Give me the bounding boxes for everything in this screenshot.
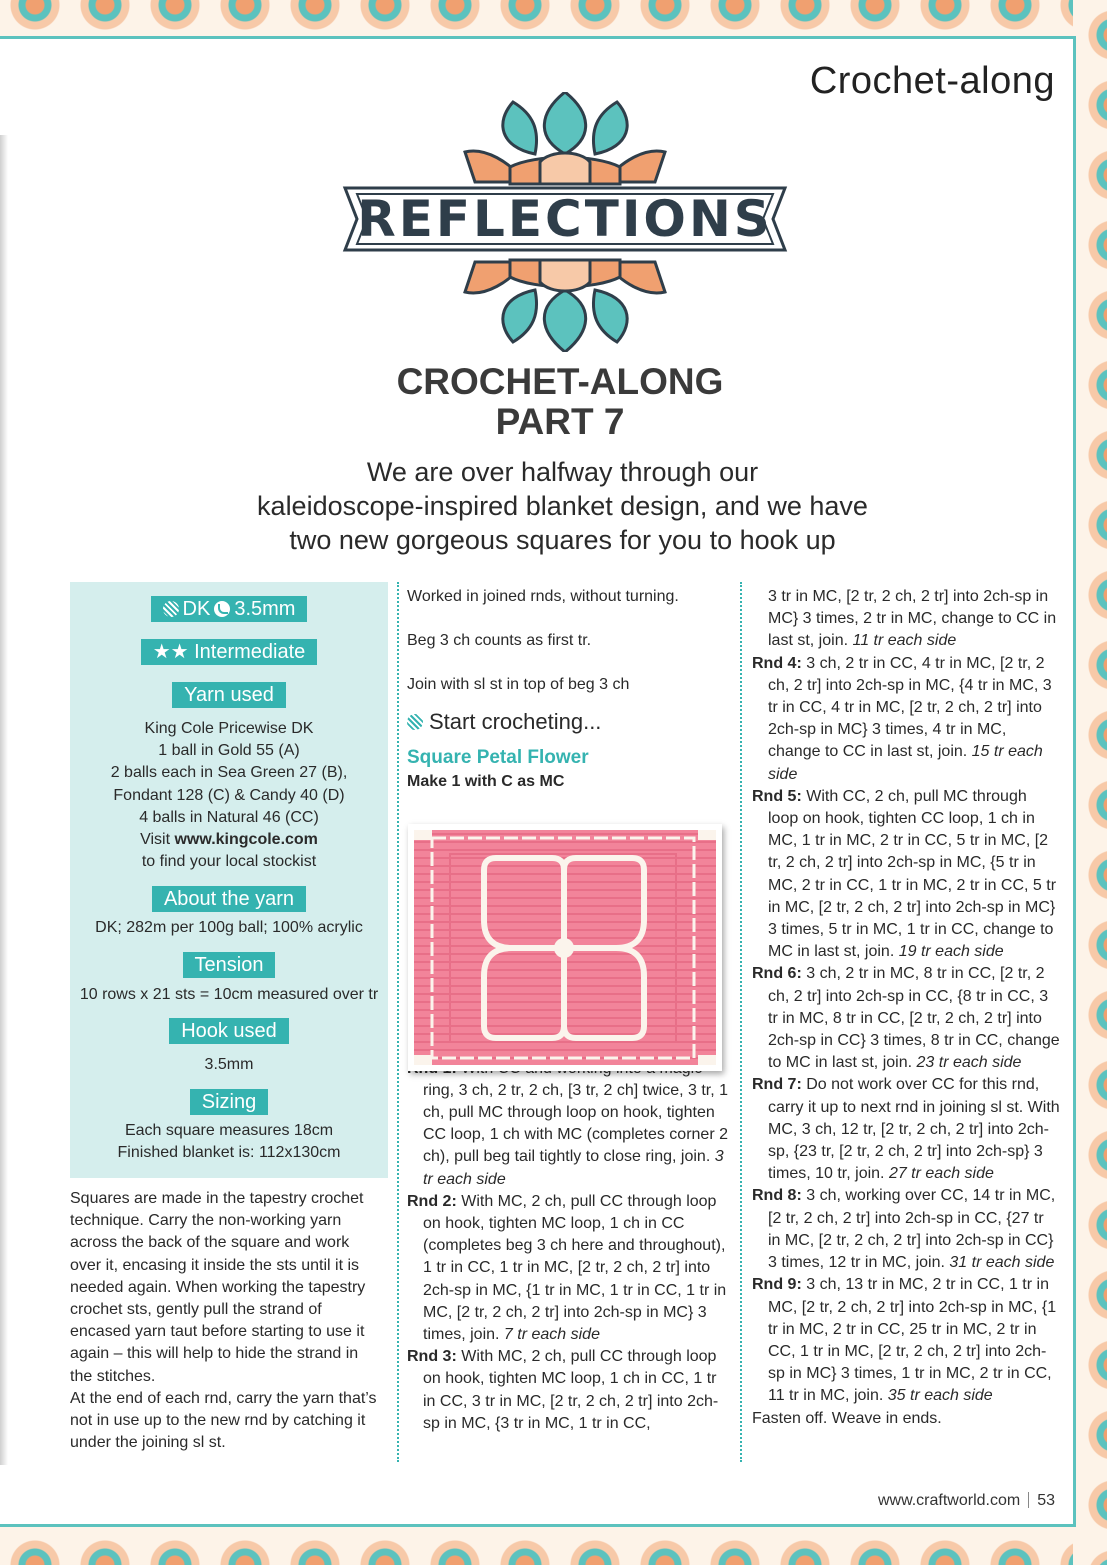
round-count: 11 tr each side	[852, 632, 957, 650]
round-count: 3 tr each side	[423, 1148, 724, 1188]
weight-hook-row	[70, 596, 388, 622]
round-text: ring, 3 ch, 2 tr, 2 ch, [3 tr, 2 ch] twice, 3 tr, 1 ch, pull MC through loop on hook, tighten CC loop, 1 ch with MC (completes corner 2 ch), pull beg tail tightly to close ring, join.	[423, 1081, 729, 1166]
yarn-ball-icon	[163, 601, 179, 617]
intro-line: encased yarn taut before starting to use it	[70, 1323, 365, 1341]
intro-line: over it, encasing it inside the sts until it is	[70, 1256, 360, 1274]
yarn-ball-icon	[407, 714, 423, 730]
start-crocheting-heading	[407, 707, 729, 737]
headline	[300, 362, 820, 442]
round-count: 19 tr each side	[898, 943, 1004, 961]
decorative-border-top	[0, 0, 1107, 40]
yarn-line: 4 balls in Natural 46 (CC)	[139, 808, 319, 826]
yarn-used-list	[70, 718, 388, 873]
intro-line: across the back of the square and work	[70, 1234, 350, 1252]
yarn-line: 1 ball in Gold 55 (A)	[158, 742, 300, 760]
round-label: Rnd 4:	[752, 654, 802, 672]
intro-line: Squares are made in the tapestry crochet	[70, 1190, 364, 1207]
hook-used-heading: Hook used	[169, 1018, 289, 1044]
round-label: Rnd 8:	[752, 1187, 802, 1205]
yarn-used-heading-row	[70, 682, 388, 708]
page-footer	[878, 1492, 1055, 1510]
info-box	[70, 582, 388, 1178]
sizing-line-1: Each square measures 18cm	[124, 1122, 334, 1139]
sizing-heading-row	[70, 1089, 388, 1115]
hook-heading-row	[70, 1018, 388, 1044]
petal-flower-square-image	[414, 830, 716, 1065]
round-7	[752, 1074, 1060, 1185]
page-gutter-shadow	[0, 135, 8, 1465]
yarn-line: 2 balls each in Sea Green 27 (B),	[110, 764, 348, 782]
note-rounds: Worked in joined rnds, without turning.	[407, 588, 679, 605]
intro-line: the stitches.	[70, 1367, 156, 1385]
round-text: With CC, 2 ch, pull MC through loop on hook, tighten CC loop, 1 ch in MC, 1 tr in MC, 2 tr in CC, 5 tr in MC, [2 tr, 2 ch, 2 tr] into 2ch-sp in MC, {5 tr in MC, 2 tr in CC, 1 tr in MC, 2 tr in CC, 5 tr in MC, [2 tr, 2 ch, 2 tr] into 2ch-sp in MC} 3 times, 5 tr in MC, 1 tr in CC, change to MC in last st, join.	[768, 787, 1057, 961]
hook-size: 3.5mm	[234, 598, 296, 620]
start-heading-text: Start crocheting...	[429, 708, 602, 734]
sizing-heading: Sizing	[190, 1089, 268, 1115]
round-text: Do not work over CC for this rnd, carry it up to next rnd in joining sl st. With MC, 3 ch, 12 tr, [2 tr, 2 ch, 2 tr] into 2ch-sp, {23 tr, [2 tr, 2 ch, 2 tr] into 2ch-sp} 3 times, 10 tr, join.	[768, 1076, 1060, 1183]
intro-line: technique. Carry the non-working yarn	[70, 1212, 342, 1230]
decorative-border-bottom	[0, 1525, 1107, 1565]
page-number: 53	[1037, 1492, 1055, 1509]
round-text: With MC, 2 ch, pull CC through loop on hook, tighten MC loop, 1 ch in CC (completes beg 3 ch here and throughout), 1 tr in CC, 1 tr in MC, [2 tr, 2 ch, 2 tr] into 2ch-sp in MC, {1 tr in MC, 1 tr in CC, 1 tr in MC, [2 tr, 2 ch, 2 tr] into 2ch-sp in MC} 3 times, join.	[423, 1192, 727, 1344]
round-count: 35 tr each side	[887, 1387, 993, 1405]
round-text: With MC, 2 ch, pull CC through loop on hook, tighten MC loop, 1 ch in CC, 1 tr in CC, 3 tr in MC, [2 tr, 2 ch, 2 tr] into 2ch-sp in MC, {3 tr in MC, 1 tr in CC,	[423, 1348, 719, 1432]
footer-separator	[1028, 1492, 1029, 1508]
tension-heading: Tension	[183, 952, 276, 978]
round-8	[752, 1185, 1060, 1274]
stockist-line: to find your local stockist	[141, 853, 317, 871]
round-6	[752, 963, 1060, 1074]
column-divider	[397, 582, 399, 1462]
yarn-weight: DK	[182, 598, 211, 620]
round-text: 3 ch, 2 tr in MC, 8 tr in CC, [2 tr, 2 ch, 2 tr] into 2ch-sp in CC, {8 tr in CC, 3 tr in MC, 8 tr in CC, [2 tr, 2 ch, 2 tr] into 2ch-sp in CC} 3 times, 8 tr in CC, change to MC in last st, join.	[768, 965, 1060, 1072]
tension-text: 10 rows x 21 sts = 10cm measured over tr	[79, 986, 379, 1003]
round-count: 7 tr each side	[503, 1326, 600, 1344]
round-1	[407, 1058, 729, 1191]
standfirst-line-1: We are over halfway through our	[366, 457, 759, 487]
yarn-used-heading: Yarn used	[172, 682, 286, 708]
note-join: Join with sl st in top of beg 3 ch	[407, 676, 630, 694]
crochet-hook-icon	[214, 601, 230, 617]
round-count: 31 tr each side	[949, 1254, 1055, 1272]
footer-url[interactable]: www.craftworld.com	[877, 1492, 1021, 1509]
intro-line: needed again. When working the tapestry	[70, 1278, 366, 1296]
sizing-line-2: Finished blanket is: 112x130cm	[117, 1144, 341, 1162]
round-count: 23 tr each side	[916, 1054, 1022, 1072]
yarn-line: King Cole Pricewise DK	[144, 720, 314, 737]
logo-title: REFLECTIONS	[357, 190, 773, 248]
round-text: 3 ch, working over CC, 14 tr in MC, [2 tr, 2 ch, 2 tr] into 2ch-sp in CC, {27 tr in MC, [2 tr, 2 ch, 2 tr] into 2ch-sp in CC} 3 times, 12 tr in MC, join.	[768, 1187, 1056, 1272]
round-count: 27 tr each side	[888, 1165, 994, 1183]
intro-line: crochet sts, gently pull the strand of	[70, 1301, 322, 1319]
round-5	[752, 786, 1060, 964]
square-photo	[408, 824, 722, 1071]
round-label: Rnd 7:	[752, 1076, 802, 1094]
standfirst-line-2: kaleidoscope-inspired blanket design, and we have	[257, 491, 868, 521]
about-heading-row	[70, 886, 388, 912]
tension-heading-row	[70, 952, 388, 978]
column-divider	[740, 582, 742, 1462]
hook-used-text: 3.5mm	[204, 1056, 254, 1073]
round-count: 15 tr each side	[768, 743, 1043, 783]
round-label: Rnd 6:	[752, 965, 802, 983]
weight-hook-tag	[151, 596, 308, 622]
decorative-border-right	[1073, 0, 1107, 1565]
round-4	[752, 653, 1060, 786]
round-3-start	[407, 1346, 729, 1435]
round-label: Rnd 3:	[407, 1348, 457, 1366]
kingcole-link[interactable]: www.kingcole.com	[174, 831, 318, 849]
round-label: Rnd 9:	[752, 1276, 802, 1294]
standfirst	[200, 455, 925, 557]
round-label: Rnd 5:	[752, 787, 802, 805]
headline-line-1: CROCHET-ALONG	[396, 361, 724, 402]
intro-line: not in use up to the new rnd by catching it	[70, 1412, 366, 1430]
round-text: 3 ch, 2 tr in CC, 4 tr in MC, [2 tr, 2 ch, 2 tr] into 2ch-sp in MC, {4 tr in MC, 3 tr in CC, 4 tr in MC, [2 tr, 2 ch, 2 tr] into 2ch-sp in MC} 3 times, 4 tr in MC, change to CC in last st, join.	[768, 654, 1052, 761]
round-text: 3 tr in MC, [2 tr, 2 ch, 2 tr] into 2ch-sp in MC} 3 times, 2 tr in MC, change to CC in last st, join.	[768, 588, 1057, 650]
headline-line-2: PART 7	[495, 401, 625, 442]
intro-text	[70, 1188, 390, 1454]
level-row	[70, 639, 388, 665]
square-title: Square Petal Flower	[407, 746, 589, 768]
round-3-continued	[752, 586, 1060, 653]
round-9	[752, 1274, 1060, 1407]
skill-level-tag: ★★ Intermediate	[141, 639, 318, 665]
intro-line: under the joining sl st.	[70, 1434, 226, 1452]
yarn-line: Fondant 128 (C) & Candy 40 (D)	[113, 786, 345, 804]
intro-line: At the end of each rnd, carry the yarn that’s	[70, 1389, 377, 1407]
section-title: Crochet-along	[809, 60, 1055, 102]
sizing-text	[70, 1120, 388, 1164]
about-yarn-text: DK; 282m per 100g ball; 100% acrylic	[95, 919, 363, 936]
visit-label: Visit	[140, 831, 175, 849]
finishing-note: Fasten off. Weave in ends.	[752, 1409, 942, 1427]
round-2	[407, 1191, 729, 1346]
about-yarn-heading: About the yarn	[152, 886, 306, 912]
visit-line	[70, 829, 388, 851]
note-beg: Beg 3 ch counts as first tr.	[407, 632, 592, 650]
reflections-logo	[335, 92, 795, 352]
round-text: 3 ch, 13 tr in MC, 2 tr in CC, 1 tr in MC, [2 tr, 2 ch, 2 tr] into 2ch-sp in MC, {1 tr in MC, 2 tr in CC, 25 tr in MC, 2 tr in CC, 1 tr in MC, [2 tr, 2 ch, 2 tr] into 2ch-sp in MC} 3 times, 1 tr in MC, 2 tr in CC, 11 tr in MC, join.	[768, 1276, 1057, 1405]
instructions-column-3	[752, 586, 1060, 1430]
intro-line: again – this will help to hide the strand in	[70, 1345, 359, 1363]
standfirst-line-3: two new gorgeous squares for you to hook up	[289, 525, 836, 555]
round-label: Rnd 2:	[407, 1192, 457, 1210]
square-subtitle: Make 1 with C as MC	[407, 772, 565, 790]
